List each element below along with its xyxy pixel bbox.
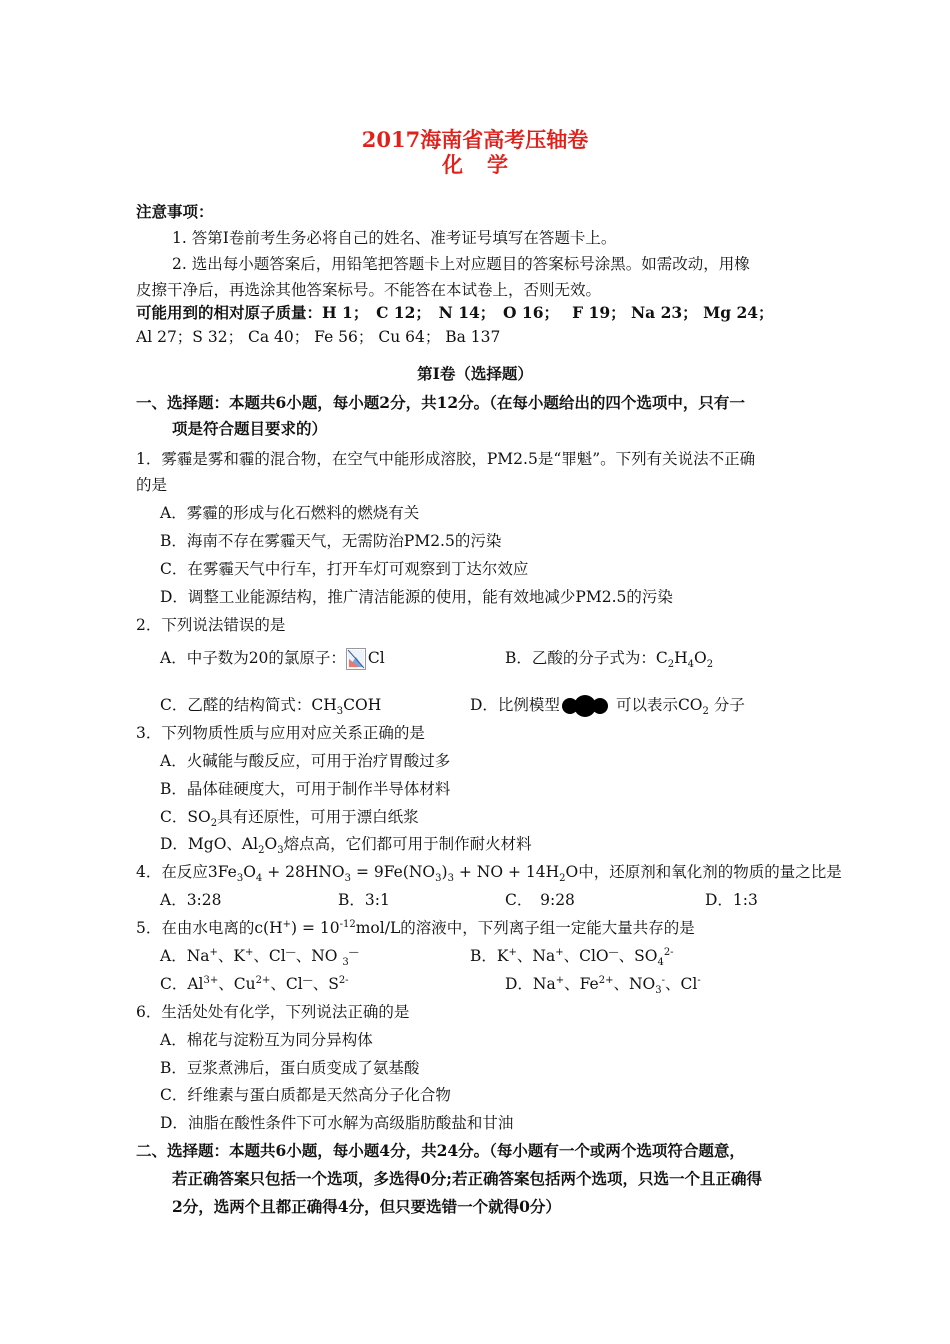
q3-option-a: A．火碱能与酸反应，可用于治疗胃酸过多 — [160, 752, 451, 770]
section2-heading-a: 二、选择题：本题共6小题，每小题4分，共24分。（每小题有一个或两个选项符合题意， — [136, 1141, 745, 1160]
q1-option-d: D．调整工业能源结构，推广清洁能源的使用，能有效地减少PM2.5的污染 — [160, 588, 673, 606]
q4-option-b: B．3:1 — [338, 891, 390, 909]
q1-option-c: C．在雾霾天气中行车，打开车灯可观察到丁达尔效应 — [160, 560, 529, 578]
q3-stem: 3．下列物质性质与应用对应关系正确的是 — [136, 724, 425, 742]
q4-option-d: D．1:3 — [705, 891, 758, 909]
q1-option-a: A．雾霾的形成与化石燃料的燃烧有关 — [160, 504, 420, 522]
notice-item-2b: 皮擦干净后，再选涂其他答案标号。不能答在本试卷上，否则无效。 — [136, 281, 602, 299]
q1-stem-a: 1．雾霾是雾和霾的混合物，在空气中能形成溶胶，PM2.5是“罪魁”。下列有关说法不正确 — [136, 450, 756, 468]
q4-stem: 4．在反应$3Fe_3O_4 + 28HNO_3 = 9Fe(NO_3)_3$ + NO + $14H_2O$中，还原剂和氧化剂的物质的量之比是 — [136, 863, 842, 885]
notice-item-1: 1. 答第Ⅰ卷前考生务必将自己的姓名、准考证号填写在答题卡上。 — [172, 229, 617, 247]
q6-option-c: C．纤维素与蛋白质都是天然高分子化合物 — [160, 1086, 451, 1104]
q2-option-d: D．比例模型 可以表示$CO_2$ 分子 — [470, 696, 745, 718]
q3-option-d: D．MgO、$Al_2O_3$熔点高，它们都可用于制作耐火材料 — [160, 835, 532, 857]
q1-option-b: B．海南不存在雾霾天气，无需防治PM2.5的污染 — [160, 532, 502, 550]
q5-option-b: B．K+、Na+、ClO—、$SO_4^{2-}$ — [470, 946, 674, 969]
q2-stem: 2．下列说法错误的是 — [136, 616, 286, 634]
q4-option-c: C． 9:28 — [505, 891, 575, 909]
exam-subject: 化学 — [442, 152, 532, 177]
part1-heading: 第Ⅰ卷（选择题） — [417, 364, 533, 383]
section2-heading-c: 2分，选两个且都正确得4分，但只要选错一个就得0分） — [172, 1197, 561, 1216]
q2-option-a: A．中子数为20的氯原子： Cl — [160, 647, 385, 670]
q6-option-b: B．豆浆煮沸后，蛋白质变成了氨基酸 — [160, 1059, 420, 1077]
space-filling-model-icon — [562, 695, 614, 717]
atomic-mass-line-1: 可能用到的相对原子质量：H 1； C 12； N 14； O 16； F 19； Na 23； Mg 24； — [136, 303, 774, 322]
q5-option-d: D．Na+、$Fe^{2+}$、$NO_3^-$、Cl- — [505, 974, 701, 997]
chlorine-isotope-image-icon — [346, 648, 366, 670]
q3-option-c: C．$SO_2$具有还原性，可用于漂白纸浆 — [160, 808, 419, 830]
q6-stem: 6．生活处处有化学，下列说法正确的是 — [136, 1003, 410, 1021]
section1-heading-a: 一、选择题：本题共6小题，每小题2分，共12分。（在每小题给出的四个选项中，只有一 — [136, 393, 745, 412]
q6-option-d: D．油脂在酸性条件下可水解为高级脂肪酸盐和甘油 — [160, 1114, 514, 1132]
notice-item-2a: 2. 选出每小题答案后，用铅笔把答题卡上对应题目的答案标号涂黑。如需改动，用橡 — [172, 255, 750, 273]
q6-option-a: A．棉花与淀粉互为同分异构体 — [160, 1031, 373, 1049]
q2-option-c: C．乙醛的结构简式：$CH_3COH$ — [160, 696, 382, 718]
q3-option-b: B．晶体硅硬度大，可用于制作半导体材料 — [160, 780, 451, 798]
q2-option-b: B．乙酸的分子式为：$C_2H_4O_2$ — [505, 649, 714, 671]
q4-option-a: A．3:28 — [160, 891, 222, 909]
q1-stem-b: 的是 — [136, 476, 168, 494]
q5-option-c: C．$Al^{3+}$、$Cu^{2+}$、Cl—、$S^{2-}$ — [160, 974, 349, 993]
notice-heading: 注意事项： — [136, 202, 214, 221]
exam-title: 2017海南省高考压轴卷 — [361, 127, 589, 152]
section1-heading-b: 项是符合题目要求的） — [172, 419, 328, 438]
atomic-mass-line-2: Al 27；S 32； Ca 40； Fe 56； Cu 64； Ba 137 — [136, 328, 501, 346]
section2-heading-b: 若正确答案只包括一个选项，多选得0分;若正确答案包括两个选项，只选一个且正确得 — [172, 1169, 763, 1188]
q5-option-a: A．Na+、K+、Cl—、NO $_3$— — [160, 946, 359, 969]
q5-stem: 5．在由水电离的$c(H^+) = 10^{-12}mol/L$的溶液中，下列离子组一定能大量共存的是 — [136, 918, 695, 937]
